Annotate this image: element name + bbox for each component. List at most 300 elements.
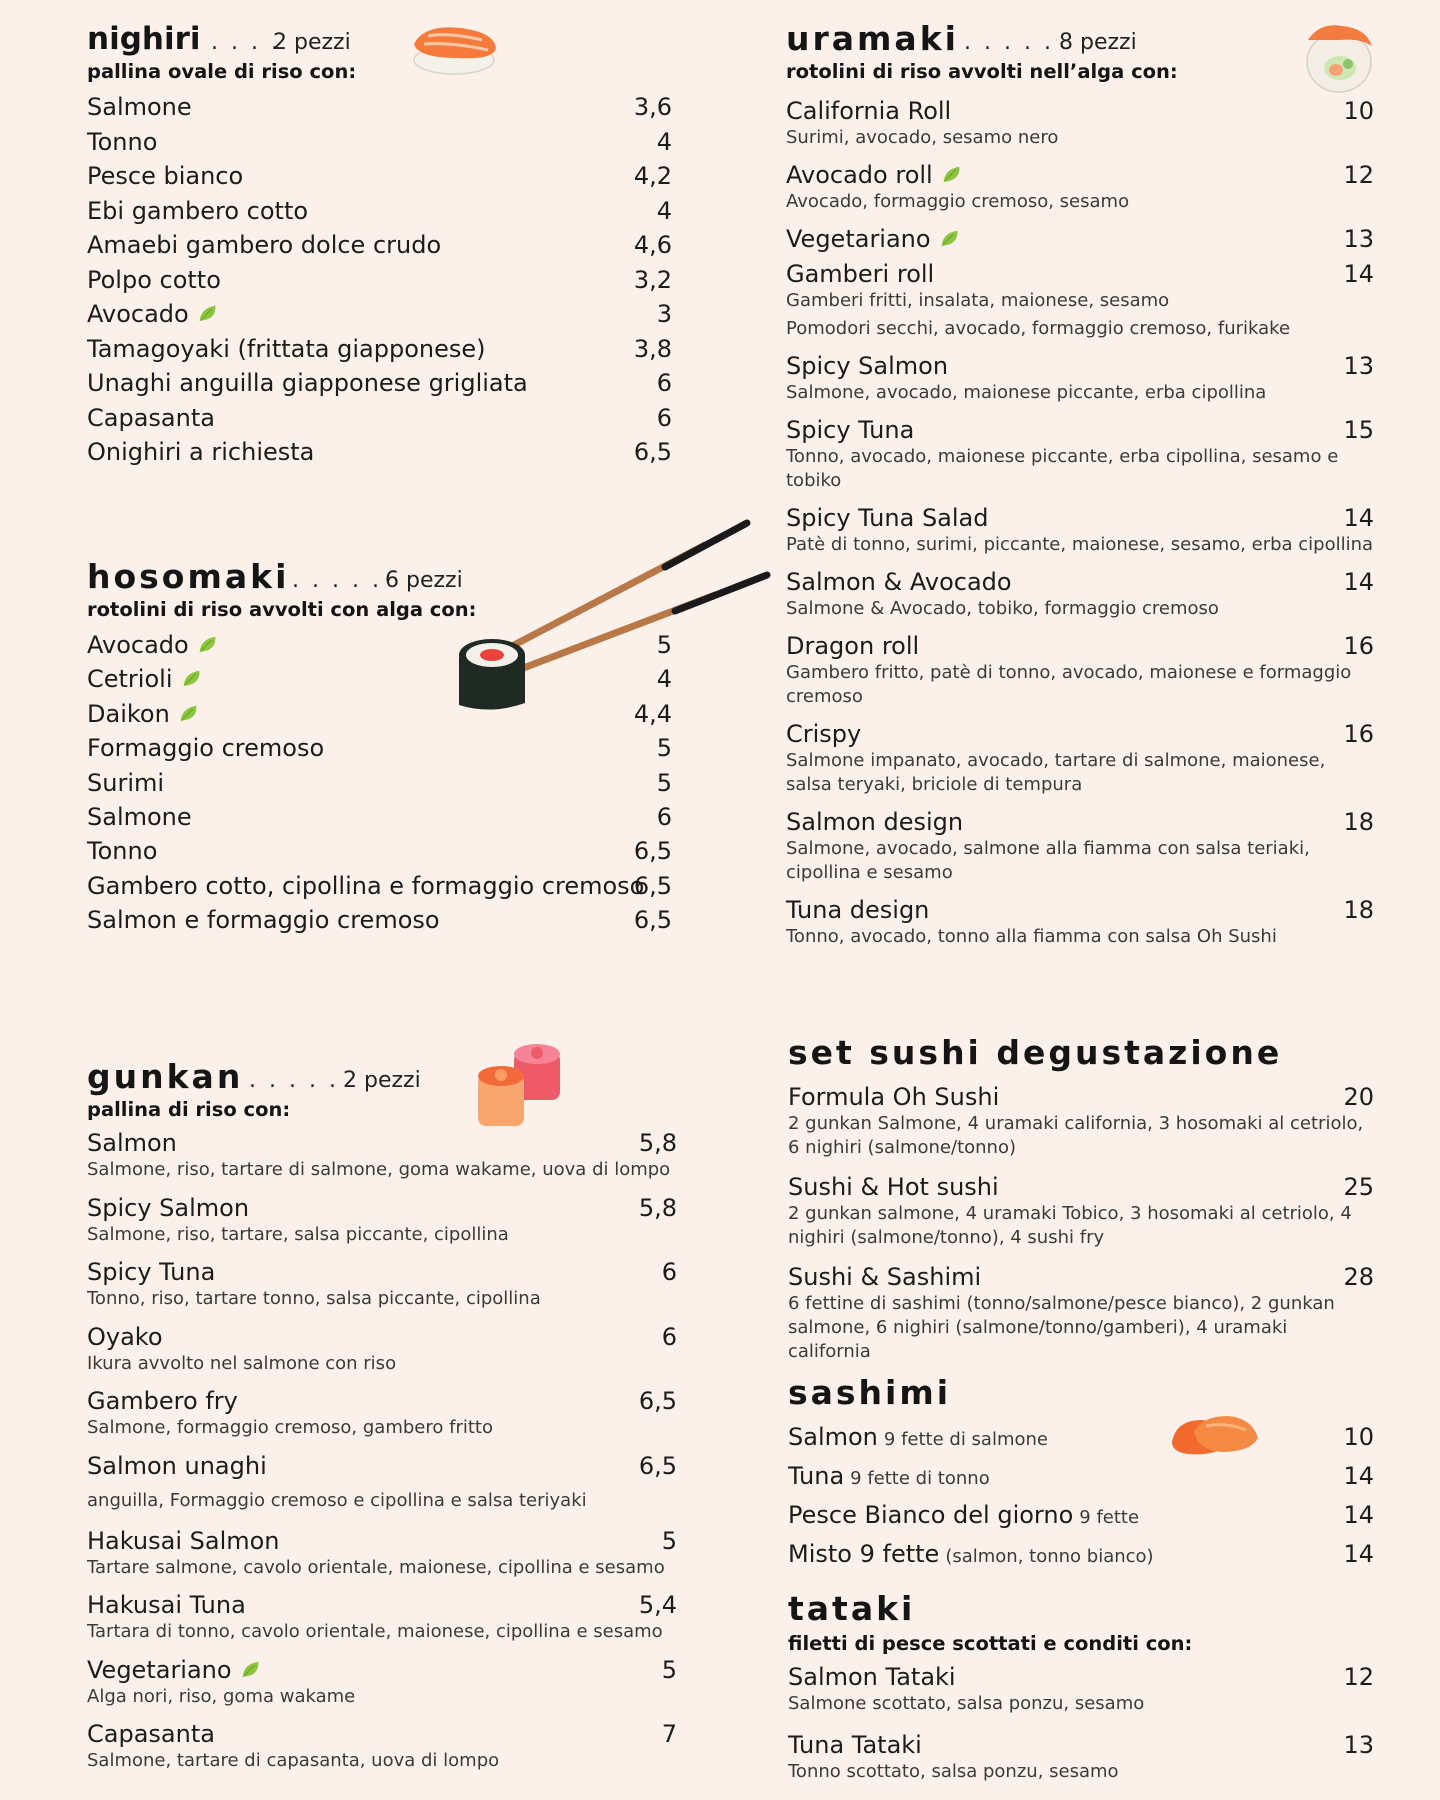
menu-item: [87, 125, 672, 160]
item-name: [87, 1719, 215, 1749]
item-price: 14: [1343, 260, 1374, 288]
item-description: Salmone scottato, salsa ponzu, sesamo: [788, 1693, 1145, 1714]
item-portion: (salmon, tonno bianco): [945, 1546, 1154, 1567]
section-subtitle: rotolini di riso avvolti nell’alga con:: [786, 60, 1178, 83]
item-description: Tonno, avocado, tonno alla fiamma con salsa Oh Sushi: [786, 926, 1277, 947]
item-name-text: Amaebi gambero dolce crudo: [87, 231, 442, 259]
item-name: [788, 1262, 981, 1292]
item-name-text: Gambero fry: [87, 1387, 238, 1415]
menu-item: [87, 1257, 677, 1322]
item-price: 3,8: [633, 334, 672, 363]
section-title: set sushi degustazione: [788, 1033, 1283, 1072]
item-name-text: Sushi & Hot sushi: [788, 1173, 999, 1201]
menu-item: [87, 228, 672, 263]
menu-item: [87, 263, 672, 298]
item-name-text: Unaghi anguilla giapponese grigliata: [87, 369, 528, 397]
item-price: 14: [1343, 1501, 1374, 1529]
sashimi-section: [788, 1374, 1374, 1576]
item-price: 13: [1343, 225, 1374, 253]
item-description: 2 gunkan salmone, 4 uramaki Tobico, 3 hosomaki al cetriolo, 4 nighiri (salmone/tonno), 4 sushi fry: [788, 1203, 1352, 1248]
item-list: [788, 1420, 1374, 1576]
item-portion: 9 fette: [1079, 1507, 1140, 1528]
item-description: Salmone, formaggio cremoso, gambero fritto: [87, 1417, 493, 1438]
item-price: 5: [656, 768, 672, 797]
item-price: 3,2: [633, 265, 672, 294]
item-name-text: Tonno: [87, 837, 158, 866]
menu-item: [786, 259, 1374, 313]
item-line: [786, 567, 1374, 597]
item-name-text: Salmon unaghi: [87, 1451, 267, 1480]
menu-item: [87, 194, 672, 229]
menu-item: [786, 567, 1374, 621]
item-price: 4,2: [633, 162, 672, 190]
item-name: [87, 332, 486, 366]
item-name-text: Capasanta: [87, 1720, 215, 1748]
item-name: [87, 435, 314, 469]
item-name: [87, 869, 644, 903]
item-line: [786, 807, 1374, 837]
pieces-count: 6 pezzi: [385, 568, 463, 593]
menu-item: [786, 317, 1374, 341]
item-name-text: Crispy: [786, 720, 862, 748]
menu-item: [87, 1719, 677, 1784]
item-name-text: Salmon design: [786, 808, 964, 836]
item-price: 18: [1343, 808, 1374, 836]
item-line: [87, 1655, 677, 1685]
item-list: [87, 90, 672, 470]
menu-item: [87, 435, 672, 470]
section-subtitle: pallina di riso con:: [87, 1098, 291, 1121]
menu-item: [87, 1128, 677, 1193]
item-name: [788, 1498, 1139, 1535]
menu-item: [788, 1459, 1374, 1498]
menu-item: [786, 503, 1374, 557]
leaf-icon: [240, 1657, 261, 1678]
item-line: [788, 1082, 1374, 1112]
item-description: Tonno scottato, salsa ponzu, sesamo: [788, 1761, 1119, 1782]
item-description: Pomodori secchi, avocado, formaggio cremoso, furikake: [786, 318, 1291, 339]
item-price: 10: [1343, 97, 1374, 125]
pieces-count: 8 pezzi: [1059, 30, 1137, 55]
item-price: 5: [661, 1526, 677, 1555]
item-name: [786, 160, 962, 190]
section-title: nighiri: [87, 21, 201, 57]
item-name-text: Spicy Tuna: [786, 416, 915, 444]
leaf-icon: [197, 630, 218, 651]
item-description: 6 fettine di sashimi (tonno/salmone/pesce bianco), 2 gunkan salmone, 6 nighiri (salmone/tonno/gamberi), 4 uramaki california: [788, 1293, 1335, 1362]
menu-item: [788, 1420, 1374, 1459]
title-dots: . . . . .: [249, 1068, 339, 1093]
item-description: Salmone, riso, tartare, salsa piccante, cipollina: [87, 1223, 509, 1245]
menu-item: [786, 224, 1374, 254]
item-description: Tonno, avocado, maionese piccante, erba cipollina, sesamo e tobiko: [786, 446, 1339, 491]
item-price: 14: [1343, 1540, 1374, 1568]
uramaki-section: [786, 20, 1374, 959]
item-name: [786, 631, 919, 661]
item-name-text: Tuna design: [786, 896, 930, 924]
menu-item: [788, 1662, 1374, 1716]
section-subtitle: pallina ovale di riso con:: [87, 60, 357, 83]
item-name-text: Spicy Salmon: [87, 1193, 250, 1222]
item-price: 6,5: [638, 1451, 677, 1480]
item-price: 6,5: [633, 837, 672, 866]
item-line: [786, 160, 1374, 190]
section-subtitle: filetti di pesce scottati e conditi con:: [788, 1632, 1193, 1655]
item-description: Alga nori, riso, goma wakame: [87, 1685, 356, 1707]
menu-item: [788, 1730, 1374, 1784]
menu-item: [788, 1537, 1374, 1576]
item-line: [786, 415, 1374, 445]
item-name: [87, 1451, 267, 1481]
menu-item: [788, 1172, 1374, 1250]
item-price: 13: [1343, 1731, 1374, 1759]
item-price: 14: [1343, 1462, 1374, 1490]
item-name-text: Oyako: [87, 1322, 163, 1351]
menu-item: [786, 351, 1374, 405]
item-name-text: Vegetariano: [786, 225, 931, 253]
menu-item: [87, 662, 672, 696]
item-description: Avocado, formaggio cremoso, sesamo: [786, 191, 1130, 212]
item-line: [87, 1193, 677, 1223]
item-description: Gamberi fritti, insalata, maionese, sesamo: [786, 290, 1170, 311]
item-name-text: Avocado: [87, 300, 189, 328]
item-line: [87, 1719, 677, 1749]
section-title: tataki: [788, 1589, 916, 1628]
item-name: [87, 159, 243, 193]
item-price: 13: [1343, 352, 1374, 380]
item-name-text: Salmone: [87, 93, 192, 121]
item-name: [87, 1257, 215, 1287]
set-sushi-section: [788, 1034, 1374, 1376]
item-name-text: Spicy Tuna: [87, 1258, 216, 1286]
item-name-text: Hakusai Tuna: [87, 1591, 246, 1619]
item-name: [788, 1172, 999, 1202]
item-name: [87, 834, 157, 868]
item-name: [87, 1526, 280, 1556]
item-name-text: Hakusai Salmon: [87, 1526, 280, 1555]
item-name: [788, 1537, 1154, 1574]
item-name-text: Salmon e formaggio cremoso: [87, 906, 440, 935]
item-name: [87, 297, 218, 331]
item-line: [87, 1128, 677, 1158]
gunkan-section: [87, 1058, 677, 1784]
item-description: Salmone, tartare di capasanta, uova di lompo: [87, 1750, 500, 1771]
item-price: 6: [656, 403, 672, 432]
menu-item: [788, 1262, 1374, 1364]
item-line: [87, 1322, 677, 1352]
menu-item: [786, 415, 1374, 493]
item-list: [87, 1128, 677, 1784]
item-name-text: Tuna Tataki: [788, 1731, 922, 1759]
item-name: [786, 415, 914, 445]
item-price: 14: [1343, 568, 1374, 596]
item-line: [87, 1386, 677, 1416]
item-line: [87, 1590, 677, 1620]
item-name-text: Avocado: [87, 631, 189, 659]
menu-item: [87, 869, 672, 903]
section-title: hosomaki: [87, 557, 290, 596]
item-name: [87, 366, 528, 400]
item-line: [786, 96, 1374, 126]
item-description: Surimi, avocado, sesamo nero: [786, 127, 1059, 148]
item-name-text: Capasanta: [87, 403, 215, 432]
item-price: 4,4: [633, 699, 672, 728]
item-name: [87, 263, 221, 297]
item-description: Tartare salmone, cavolo orientale, maionese, cipollina e sesamo: [87, 1556, 665, 1578]
item-name: [788, 1082, 999, 1112]
item-price: 5,4: [638, 1591, 677, 1619]
item-name: [87, 697, 199, 731]
menu-item: [87, 1590, 677, 1655]
item-name-text: Gambero cotto, cipollina e formaggio cremoso: [87, 871, 645, 900]
item-line: [786, 224, 1374, 254]
item-name-text: Daikon: [87, 699, 170, 728]
item-name: [87, 1386, 238, 1416]
item-line: [87, 1451, 677, 1481]
item-description: Salmone, avocado, salmone alla fiamma con salsa teriaki, cipollina e sesamo: [786, 838, 1310, 883]
item-description: Patè di tonno, surimi, piccante, maionese, sesamo, erba cipollina: [786, 534, 1374, 555]
item-name: [87, 1128, 177, 1158]
menu-item: [87, 297, 672, 332]
item-name: [788, 1459, 990, 1496]
leaf-icon: [181, 664, 202, 685]
menu-item: [87, 332, 672, 367]
item-price: 6: [656, 369, 672, 397]
item-name-text: Cetrioli: [87, 665, 173, 694]
item-line: [788, 1262, 1374, 1292]
item-name-text: Pesce bianco: [87, 162, 244, 190]
item-name-text: Vegetariano: [87, 1655, 232, 1684]
item-price: 14: [1343, 504, 1374, 532]
item-name-text: Tonno: [87, 127, 158, 156]
item-name-text: Salmon: [87, 1129, 177, 1157]
item-description: Salmone & Avocado, tobiko, formaggio cremoso: [786, 598, 1219, 619]
item-price: 5,8: [638, 1129, 677, 1157]
item-list: [788, 1662, 1374, 1784]
item-line: [786, 719, 1374, 749]
item-price: 12: [1343, 161, 1374, 189]
item-description: Salmone impanato, avocado, tartare di salmone, maionese, salsa teryaki, briciole di tempura: [786, 750, 1326, 795]
item-name: [87, 125, 157, 159]
item-name-text: Misto 9 fette: [788, 1540, 940, 1568]
item-line: [786, 895, 1374, 925]
item-name-text: Gamberi roll: [786, 260, 935, 288]
pieces-count: 2 pezzi: [273, 30, 351, 55]
menu-item: [786, 631, 1374, 709]
item-price: 5: [656, 631, 672, 659]
item-name-text: Formaggio cremoso: [87, 734, 325, 763]
item-list: [788, 1082, 1374, 1364]
menu-item: [87, 90, 672, 125]
item-name: [87, 194, 308, 228]
leaf-icon: [197, 299, 218, 320]
menu-item: [788, 1082, 1374, 1160]
item-name: [87, 662, 202, 696]
item-name-text: Onighiri a richiesta: [87, 438, 315, 466]
item-name: [87, 90, 192, 124]
item-line: [788, 1172, 1374, 1202]
item-name: [87, 903, 440, 937]
item-name-text: Salmone: [87, 802, 192, 831]
menu-item: [87, 1193, 677, 1258]
pieces-count: 2 pezzi: [343, 1068, 421, 1093]
item-portion: 9 fette di tonno: [850, 1468, 990, 1489]
item-name-text: Polpo cotto: [87, 265, 221, 294]
title-dots: . . . . .: [964, 30, 1054, 55]
item-name: [87, 766, 164, 800]
item-description: Gambero fritto, patè di tonno, avocado, maionese e formaggio cremoso: [786, 662, 1352, 707]
item-price: 5: [656, 734, 672, 763]
item-name: [786, 503, 989, 533]
item-price: 6,5: [633, 438, 672, 466]
menu-item: [87, 628, 672, 662]
menu-item: [87, 766, 672, 800]
item-price: 16: [1343, 632, 1374, 660]
item-description: Tartara di tonno, cavolo orientale, maionese, cipollina e sesamo: [87, 1621, 663, 1642]
item-name: [87, 1193, 249, 1223]
item-price: 25: [1343, 1173, 1374, 1201]
menu-item: [87, 159, 672, 194]
item-name: [87, 401, 215, 435]
item-description: Tonno, riso, tartare tonno, salsa piccante, cipollina: [87, 1288, 541, 1309]
menu-item: [87, 366, 672, 401]
item-name: [786, 224, 960, 254]
item-name-text: Spicy Salmon: [786, 352, 949, 380]
item-name: [87, 1322, 163, 1352]
item-name-text: Avocado roll: [786, 161, 933, 189]
section-title: gunkan: [87, 1057, 244, 1096]
menu-item: [786, 895, 1374, 949]
item-price: 4,6: [633, 231, 672, 259]
item-description: Salmone, avocado, maionese piccante, erba cipollina: [786, 382, 1267, 403]
item-price: 4: [656, 196, 672, 225]
section-title: uramaki: [786, 19, 959, 58]
item-description: Ikura avvolto nel salmone con riso: [87, 1352, 397, 1374]
item-name: [788, 1662, 956, 1692]
item-name-text: Spicy Tuna Salad: [786, 504, 989, 532]
item-name: [788, 1420, 1048, 1457]
item-portion: 9 fette di salmone: [883, 1429, 1048, 1450]
menu-item: [87, 1451, 677, 1526]
item-description: 2 gunkan Salmone, 4 uramaki california, 3 hosomaki al cetriolo, 6 nighiri (salmone/tonno): [788, 1113, 1364, 1158]
menu-item: [786, 96, 1374, 150]
section-subtitle: rotolini di riso avvolti con alga con:: [87, 598, 477, 621]
item-name-text: Tuna: [788, 1462, 845, 1490]
item-price: 18: [1343, 896, 1374, 924]
menu-item: [87, 903, 672, 937]
item-price: 4: [656, 665, 672, 694]
item-price: 3: [656, 300, 672, 328]
leaf-icon: [939, 226, 960, 247]
title-dots: . . . . .: [292, 568, 382, 593]
item-name-text: Pesce Bianco del giorno: [788, 1501, 1074, 1529]
item-line: [786, 503, 1374, 533]
item-line: [788, 1662, 1374, 1692]
menu-item: [87, 800, 672, 834]
item-price: 4: [656, 127, 672, 156]
item-name: [786, 895, 929, 925]
leaf-icon: [178, 699, 199, 720]
item-name: [786, 96, 951, 126]
item-list: [87, 628, 672, 938]
menu-item: [87, 1386, 677, 1451]
item-name-text: Formula Oh Sushi: [788, 1083, 1000, 1111]
item-name: [87, 731, 324, 765]
item-name: [788, 1730, 922, 1760]
menu-item: [87, 697, 672, 731]
leaf-icon: [941, 162, 962, 183]
menu-item: [786, 160, 1374, 214]
item-name: [786, 719, 861, 749]
menu-item: [87, 1526, 677, 1591]
item-price: 6: [661, 1258, 677, 1286]
item-price: 28: [1343, 1263, 1374, 1291]
title-dots: . . . . .: [191, 30, 281, 55]
item-name: [786, 259, 934, 289]
item-name-text: Salmon & Avocado: [786, 568, 1012, 596]
item-price: 6,5: [633, 871, 672, 900]
item-price: 5,8: [638, 1193, 677, 1222]
item-name-text: Surimi: [87, 768, 165, 797]
menu-item: [87, 1655, 677, 1720]
item-line: [786, 351, 1374, 381]
item-price: 6,5: [633, 906, 672, 935]
item-name: [786, 567, 1012, 597]
item-price: 6: [656, 802, 672, 831]
menu-item: [786, 719, 1374, 797]
item-name: [87, 628, 218, 662]
item-name-text: Sushi & Sashimi: [788, 1263, 982, 1291]
item-price: 5: [661, 1655, 677, 1684]
item-name-text: Ebi gambero cotto: [87, 196, 309, 225]
item-price: 7: [661, 1720, 677, 1748]
item-price: 15: [1343, 416, 1374, 444]
item-line: [786, 259, 1374, 289]
hosomaki-section: [87, 558, 672, 938]
item-name-text: Dragon roll: [786, 632, 920, 660]
item-name: [786, 807, 963, 837]
item-name: [87, 1590, 246, 1620]
menu-item: [786, 807, 1374, 885]
item-line: [788, 1730, 1374, 1760]
item-description: anguilla, Formaggio cremoso e cipollina e salsa teriyaki: [87, 1489, 587, 1511]
item-price: 12: [1343, 1663, 1374, 1691]
item-name-text: Tamagoyaki (frittata giapponese): [87, 334, 486, 363]
tataki-section: [788, 1590, 1374, 1798]
menu-item: [87, 834, 672, 868]
item-name: [87, 800, 192, 834]
menu-item: [788, 1498, 1374, 1537]
menu-item: [87, 1322, 677, 1387]
item-list: [786, 96, 1374, 949]
item-line: [786, 631, 1374, 661]
item-name-text: Salmon: [788, 1423, 878, 1451]
item-price: 10: [1343, 1423, 1374, 1451]
item-price: 16: [1343, 720, 1374, 748]
item-name: [87, 1655, 261, 1685]
menu-item: [87, 401, 672, 436]
item-name-text: California Roll: [786, 97, 952, 125]
item-name: [87, 228, 441, 262]
item-price: 6: [661, 1322, 677, 1351]
section-title: sashimi: [788, 1373, 952, 1412]
item-name: [786, 351, 948, 381]
item-name-text: Salmon Tataki: [788, 1663, 956, 1691]
item-price: 20: [1343, 1083, 1374, 1111]
item-line: [87, 1526, 677, 1556]
nighiri-section: [87, 20, 672, 470]
item-price: 6,5: [638, 1387, 677, 1415]
